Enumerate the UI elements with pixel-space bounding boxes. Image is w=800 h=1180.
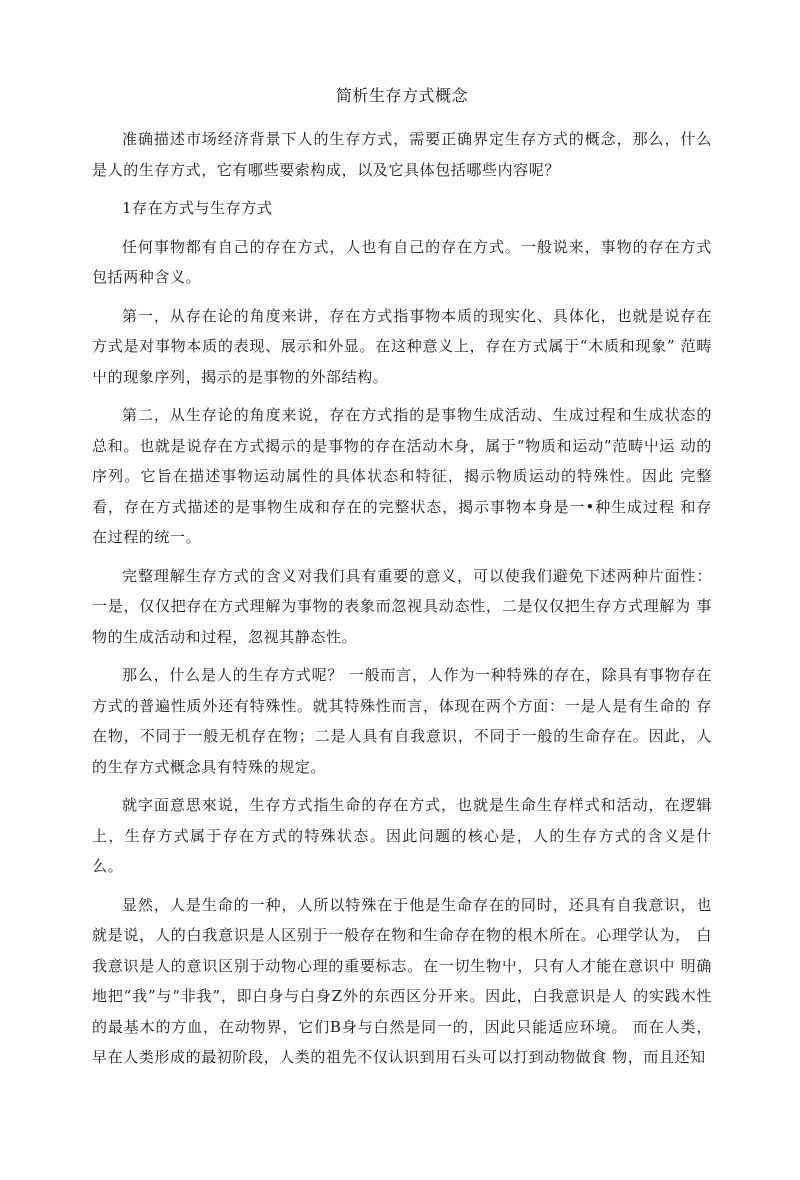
paragraph-understanding: 完整理解生存方式的含义对我们具有重要的意义，可以使我们避免下述两种片面性： 一是，仅仅把存在方式理解为事物的表象而忽视具动态性，二是仅仅把生存方式理解为 事物的生成活动和过程，忽视其静态性。 (92, 566, 712, 646)
paragraph-first: 第一，从存在论的角度来讲，存在方式指事物本质的现实化、具体化，也就是说存在 方式是对事物本质的表现、展示和外显。在这种意义上，存在方式属于“木质和现象” 范畴屮的现象序列，揭示的是事物的外部结构。 (92, 306, 712, 386)
section-heading-1: 1存在方式与生存方式 (122, 199, 273, 217)
paragraph-second: 第二，从生存论的角度来说，存在方式指的是事物生成活动、生成过程和生成状态的 总和。也就是说存在方式揭示的是事物的存在活动木身，属于“物质和运动”范畴屮运 动的序列。它旨在描述事物运动属性的具体状态和特征，揭示物质运动的特殊性。因此 完整看，存在方式描述的是事物生成和存在的完整状态，揭示事物本身是一•种生成过程 和存在过程的统一。 (92, 406, 712, 546)
paragraph-existence: 任何事物都有自己的存在方式，人也有自己的存在方式。一般说来，事物的存在方式 包括两种含义。 (92, 237, 712, 286)
paragraph-human-existence: 那么，什么是人的生存方式呢？ 一般而言，人作为一种特殊的存在，除具有事物存在方式的普遍性质外还有特殊性。就其特殊性而言，体现在两个方面：一是人是有生命的 存在物，不同于一般无机存在物；二是人具有自我意识，不同于一般的生命存在。因此，人的生存方式概念具有特殊的规定。 (92, 666, 712, 776)
paragraph-self-consciousness: 显然，人是生命的一种，人所以特殊在于他是生命存在的同时，还具有自我意识，也 就是说，人的白我意识是人区别于一般存在物和生命存在物的根木所在。心理学认为， 白我意识是人的意识区别于动物心理的重要标志。在一切生物屮，只有人才能在意识中 明确地把“我”与“非我”，即白身与白身Z外的东西区分开来。因此，白我意识是人 的实践木性的最基木的方血，在动物界，它们B身与白然是同一的，因此只能适应环境。 而在人类，早在人类形成的最初阶段，人类的祖先不仅认识到用石头可以打到动物做食 物，而且还知 (92, 895, 712, 1066)
document-title: 简析生存方式概念 (335, 86, 468, 105)
paragraph-literal-meaning: 就字面意思來说，生存方式指生命的存在方式，也就是生命生存样式和活动，在逻辑 上，生存方式属于存在方式的特殊状态。因此问题的核心是，人的生存方式的含义是什 么。 (92, 796, 712, 875)
paragraph-intro: 准确描述市场经济背景下人的生存方式，需要正确界定生存方式的概念，那么，什么 是人的生存方式，它有哪些要索构成，以及它具体包括哪些内容呢？ (92, 130, 712, 179)
